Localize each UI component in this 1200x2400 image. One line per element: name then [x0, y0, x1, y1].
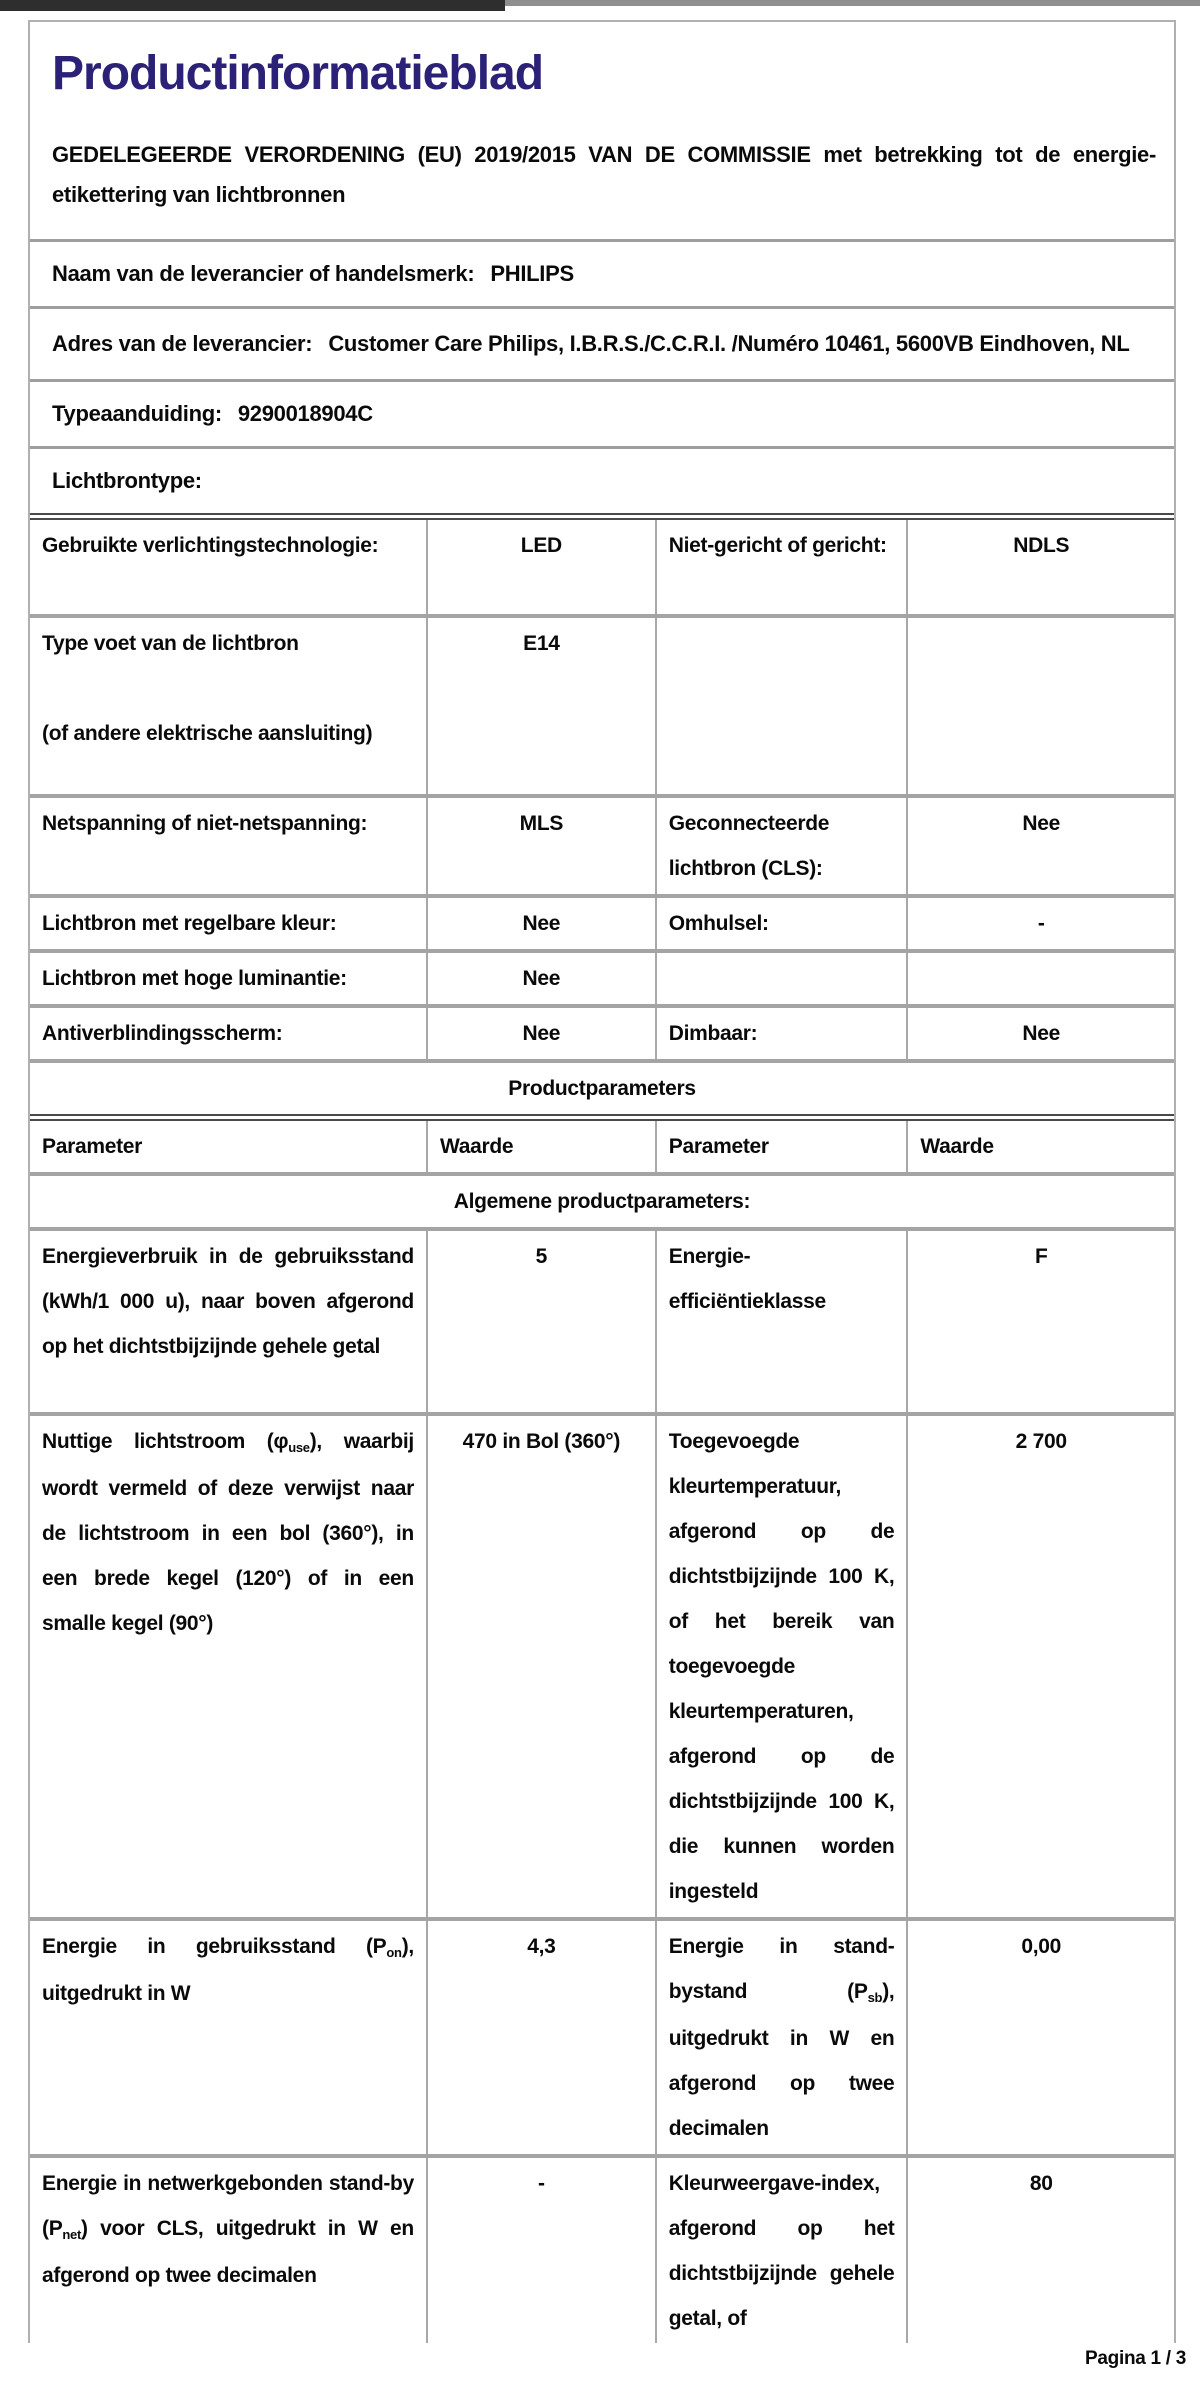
- param-cell: Dimbaar:: [656, 1006, 908, 1061]
- param-cell: Energie-efficiëntieklasse: [656, 1229, 908, 1414]
- value-cell: F: [907, 1229, 1174, 1414]
- param-cell: Nuttige lichtstroom $(\varphi_{use})$, waarbij wordt vermeld of deze verwijst naar de lichtstroom in een bol (360°), in een brede kegel (120°) of in een smalle kegel (90°): [30, 1414, 427, 1919]
- param-cell: Energie in netwerkgebonden stand-by $(P_{net})$ voor CLS, uitgedrukt in W en afgerond op twee decimalen: [30, 2156, 427, 2343]
- table-row: [30, 951, 1174, 1006]
- value-cell: Nee: [907, 796, 1174, 896]
- light-source-type-label: Lichtbrontype:: [52, 467, 202, 493]
- table-row: [30, 896, 1174, 951]
- table-row: [30, 1414, 1174, 1919]
- scan-artifact-strip-dark: [0, 0, 505, 11]
- param-cell: [656, 616, 908, 796]
- param-cell: [656, 951, 908, 1006]
- type-designation-row: [30, 379, 1174, 446]
- supplier-address-label: Adres van de leverancier:: [52, 330, 313, 356]
- value-cell: [907, 951, 1174, 1006]
- value-cell: 2 700: [907, 1414, 1174, 1919]
- section-title-row: [30, 1061, 1174, 1118]
- type-designation-label: Typeaanduiding:: [52, 400, 222, 426]
- column-header-parameter-2: Parameter: [656, 1118, 908, 1175]
- value-cell: [907, 616, 1174, 796]
- param-cell: Geconnecteerde lichtbron (CLS):: [656, 796, 908, 896]
- value-cell: -: [427, 2156, 656, 2343]
- section-title-productparameters: Productparameters: [30, 1061, 1174, 1118]
- value-cell: Nee: [907, 1006, 1174, 1061]
- value-cell: 80: [907, 2156, 1174, 2343]
- param-cell: Gebruikte verlichtingstechnologie:: [30, 516, 427, 616]
- column-header-row: [30, 1118, 1174, 1175]
- subsection-title-row: [30, 1174, 1174, 1229]
- value-cell: 470 in Bol (360°): [427, 1414, 656, 1919]
- param-cell: Lichtbron met hoge luminantie:: [30, 951, 427, 1006]
- supplier-name-row: [30, 239, 1174, 306]
- regulation-text: GEDELEGEERDE VERORDENING (EU) 2019/2015 VAN DE COMMISSIE met betrekking tot de energie-etikettering van lichtbronnen: [52, 141, 1156, 207]
- param-cell: Energie in gebruiksstand $(P_{on})$, uitgedrukt in W: [30, 1919, 427, 2156]
- value-cell: E14: [427, 616, 656, 796]
- value-cell: Nee: [427, 951, 656, 1006]
- product-info-table: [30, 513, 1174, 2343]
- table-row: [30, 1006, 1174, 1061]
- param-cell: Energieverbruik in de gebruiksstand (kWh/1 000 u), naar boven afgerond op het dichtstbijzijnde gehele getal: [30, 1229, 427, 1414]
- light-source-type-row: [30, 446, 1174, 513]
- param-cell: Toegevoegde kleurtemperatuur, afgerond op de dichtstbijzijnde 100 K, of het bereik van toegevoegde kleurtemperaturen, afgerond op de dichtstbijzijnde 100 K, die kunnen worden ingesteld: [656, 1414, 908, 1919]
- subsection-title-algemene: Algemene productparameters:: [30, 1174, 1174, 1229]
- param-cell: Netspanning of niet-netspanning:: [30, 796, 427, 896]
- column-header-waarde-1: Waarde: [427, 1118, 656, 1175]
- table-row: [30, 1229, 1174, 1414]
- value-cell: NDLS: [907, 516, 1174, 616]
- value-cell: 5: [427, 1229, 656, 1414]
- document-header: [30, 22, 1174, 239]
- value-cell: -: [907, 896, 1174, 951]
- supplier-name-value: PHILIPS: [490, 260, 574, 286]
- table-row: [30, 1919, 1174, 2156]
- column-header-parameter-1: Parameter: [30, 1118, 427, 1175]
- table-row: [30, 516, 1174, 616]
- param-cell: Antiverblindingsscherm:: [30, 1006, 427, 1061]
- supplier-address-row: [30, 306, 1174, 379]
- value-cell: LED: [427, 516, 656, 616]
- column-header-waarde-2: Waarde: [907, 1118, 1174, 1175]
- table-row: [30, 2156, 1174, 2343]
- param-cell: Energie in stand-bystand $(P_{sb})$, uitgedrukt in W en afgerond op twee decimalen: [656, 1919, 908, 2156]
- page-title: Productinformatieblad: [52, 47, 544, 100]
- value-cell: Nee: [427, 1006, 656, 1061]
- param-cell: Niet-gericht of gericht:: [656, 516, 908, 616]
- value-cell: 0,00: [907, 1919, 1174, 2156]
- value-cell: 4,3: [427, 1919, 656, 2156]
- document-page: [28, 20, 1176, 2343]
- type-designation-value: 9290018904C: [237, 400, 373, 426]
- table-row: [30, 796, 1174, 896]
- page-footer: Pagina 1 / 3: [1085, 2348, 1186, 2369]
- param-cell: Omhulsel:: [656, 896, 908, 951]
- param-cell: Kleurweergave-index, afgerond op het dichtstbijzijnde gehele getal, of: [656, 2156, 908, 2343]
- supplier-name-label: Naam van de leverancier of handelsmerk:: [52, 260, 475, 286]
- value-cell: Nee: [427, 896, 656, 951]
- value-cell: MLS: [427, 796, 656, 896]
- supplier-address-value: Customer Care Philips, I.B.R.S./C.C.R.I. /Numéro 10461, 5600VB Eindhoven, NL: [328, 330, 1130, 356]
- table-row: [30, 616, 1174, 796]
- param-cell: Type voet van de lichtbron (of andere elektrische aansluiting): [30, 616, 427, 796]
- param-cell: Lichtbron met regelbare kleur:: [30, 896, 427, 951]
